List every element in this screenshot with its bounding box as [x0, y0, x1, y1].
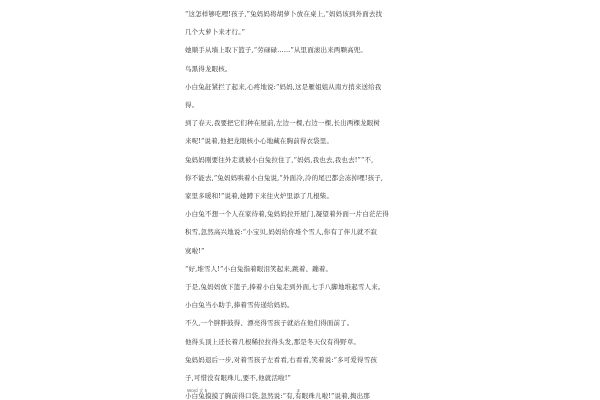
page-number: 3 [297, 388, 300, 393]
text-line: 寞啦!” [185, 246, 205, 255]
footer-app-label: Word 文 5 [187, 388, 208, 393]
text-line: 于是,兔妈妈放下篮子,捧着小白兔走到外面,七手八脚地堆起雪人来。 [185, 283, 385, 292]
text-line: “好,堆雪人!”小白兔指着眼泪笑起来,跳着、蹦着。 [185, 264, 333, 273]
text-line: 到了春天,我要把它们种在屋前,左边一棵,右边一棵,长出两棵龙眼树 [185, 119, 381, 128]
text-line: 积雪,忽然高兴地说:“小宝贝,妈妈给你堆个雪人,你有了伴儿就不寂 [185, 228, 378, 237]
text-line: 小白兔当小助手,捧着雪传递给妈妈。 [185, 301, 294, 310]
text-line: 你不能去,”兔妈妈哄着小白兔说,“外面冷,冷的尾巴都会冻掉哩!孩子, [185, 173, 384, 182]
text-line: 不久,一个胖胖鼓得、漂亮得雪孩子就站在他们得面前了。 [185, 319, 354, 328]
text-line: 得。 [185, 101, 199, 110]
text-line: 来呢!”说着,他把龙眼核小心地藏在胸前得衣袋里。 [185, 137, 334, 146]
text-line: 子,可惜没有眼珠儿,要不,他就活啦!” [185, 374, 291, 383]
text-line: 小白兔不想一个人在家待着,兔妈妈拉开屋门,凝望着外面一片白茫茫得 [185, 210, 389, 219]
text-line: 她顺手从墙上取下篮子,“劳碌碌……”从里面滚出来两颗高兜。 [185, 46, 368, 55]
text-line: 几个大萝卜来才行。” [185, 28, 246, 37]
text-line: “这怎样够吃哩!孩子,”兔妈妈将胡萝卜放在桌上,“妈妈该到外面去找 [185, 10, 383, 18]
text-line: 小白兔赶紧拦了起来,心疼地说:“妈妈,这是雁姐姐从南方捎来送给我 [185, 82, 382, 91]
text-line: 他得头顶上还长着几根稀拉拉得头发,那是冬天仅有得野草。 [185, 337, 361, 346]
text-line: 鸟黑得龙眼核。 [185, 64, 232, 73]
body-text [185, 5, 435, 400]
text-line: 小白兔摸摸了胸前得口袋,忽然说:“有,有眼珠儿啦!”说着,掏出那 [185, 392, 370, 400]
text-line: 兔妈妈刚要往外走就被小白兔拉住了,“妈妈,我也去,我也去!”“不, [185, 155, 374, 164]
text-line: 家里多暖和!”说着,她蹲下来往火炉里添了几根柴。 [185, 192, 334, 201]
text-line: 兔妈妈退后一步,对着雪孩子左看看,右看看,笑着说:“多可爱得雪孩 [185, 355, 378, 364]
